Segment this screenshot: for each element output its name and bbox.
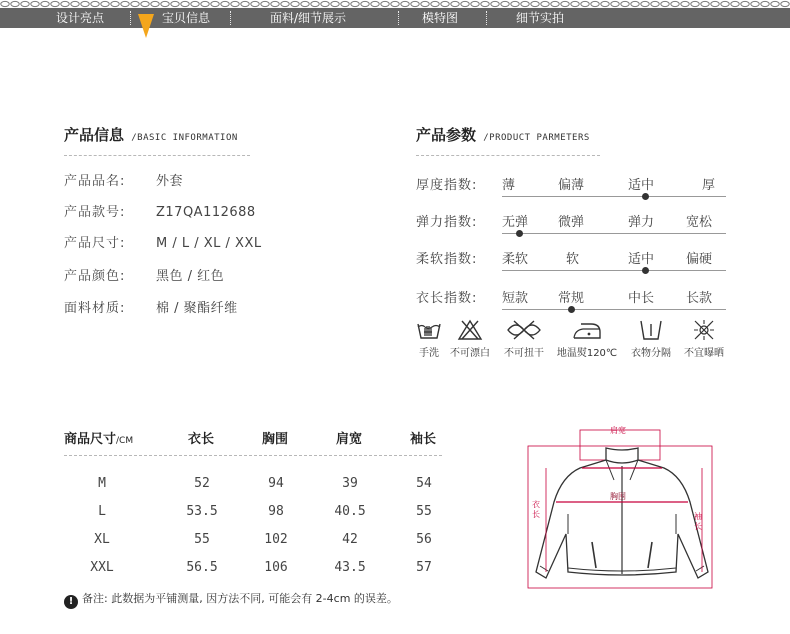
- care-hand-wash: [414, 318, 444, 359]
- size-cell: 55: [194, 532, 210, 547]
- divider: [64, 155, 250, 156]
- size-cell-size: M: [98, 476, 106, 491]
- param-option: 宽松: [686, 215, 713, 230]
- param-option: 偏硬: [686, 252, 713, 267]
- sleeve-label: 袖长: [694, 512, 702, 531]
- divider: [416, 155, 600, 156]
- param-option: 适中: [628, 252, 655, 267]
- info-label: 产品颜色:: [64, 269, 126, 284]
- size-col-chest: 胸围: [262, 432, 289, 447]
- nav-separator: [230, 11, 231, 25]
- size-cell: 53.5: [186, 504, 218, 519]
- nav-tab-fabric-detail[interactable]: 面料/细节展示: [270, 11, 347, 25]
- param-scale-marker: [516, 230, 523, 237]
- nav-tab-detail-photos[interactable]: 细节实拍: [516, 11, 565, 25]
- product-params-heading: [416, 124, 590, 145]
- no-bleach-icon: [457, 318, 483, 342]
- param-option: 无弹: [502, 215, 529, 230]
- size-cell: 39: [342, 476, 358, 491]
- param-option: 微弹: [558, 215, 585, 230]
- size-table-title-main: 商品尺寸: [64, 432, 117, 447]
- size-cell: 40.5: [334, 504, 366, 519]
- size-col-shoulder: 肩宽: [336, 432, 363, 447]
- length-label: 衣长: [532, 500, 540, 519]
- info-label: 产品尺寸:: [64, 236, 126, 251]
- info-label: 产品品名:: [64, 174, 126, 189]
- nav-separator: [398, 11, 399, 25]
- product-params-subtitle: /PRODUCT PARMETERS: [483, 133, 590, 143]
- iron-low-icon: [571, 318, 603, 342]
- info-label: 面料材质:: [64, 301, 126, 316]
- no-sun-icon: [691, 318, 717, 342]
- param-row-thickness: [416, 174, 726, 210]
- care-iron: [556, 318, 618, 359]
- info-value: 黑色 / 红色: [156, 269, 225, 284]
- care-label: 不可漂白: [450, 348, 490, 359]
- nav-separator: [486, 11, 487, 25]
- size-table-unit: /CM: [116, 436, 134, 446]
- param-label: 弹力指数:: [416, 215, 478, 230]
- param-scale-marker: [642, 193, 649, 200]
- info-row-colors: [64, 265, 224, 284]
- shoulder-label: 肩宽: [610, 426, 626, 435]
- param-scale-bar: [502, 270, 726, 271]
- nav-separator: [130, 11, 131, 25]
- param-label: 衣长指数:: [416, 291, 478, 306]
- care-label: 衣物分隔: [631, 348, 671, 359]
- nav-tab-product-info[interactable]: 宝贝信息: [162, 11, 211, 25]
- top-nav-bar: [0, 8, 790, 28]
- size-cell: 102: [264, 532, 288, 547]
- note-text: 备注: 此数据为平铺测量, 因方法不同, 可能会有 2-4cm 的误差。: [82, 592, 398, 605]
- chest-label: 胸围: [610, 492, 626, 501]
- param-option: 长款: [686, 291, 713, 306]
- info-row-material: [64, 297, 238, 316]
- size-cell: 54: [416, 476, 432, 491]
- param-option: 柔软: [502, 252, 529, 267]
- decorative-chain-border: [0, 0, 790, 8]
- param-option: 常规: [558, 291, 585, 306]
- size-cell-size: L: [98, 504, 106, 519]
- size-cell: 94: [268, 476, 284, 491]
- param-option: 适中: [628, 178, 655, 193]
- size-cell: 55: [416, 504, 432, 519]
- info-value: M / L / XL / XXL: [156, 236, 262, 251]
- param-row-softness: [416, 248, 726, 284]
- care-label: 地温熨120℃: [556, 348, 618, 359]
- size-table-title: [64, 428, 133, 447]
- param-label: 厚度指数:: [416, 178, 478, 193]
- info-value: 外套: [156, 174, 184, 189]
- info-value: Z17QA112688: [156, 205, 256, 220]
- care-no-bleach: [446, 318, 494, 359]
- separate-wash-icon: [638, 318, 664, 342]
- warning-icon: !: [64, 595, 78, 609]
- param-option: 短款: [502, 291, 529, 306]
- no-wring-icon: [504, 318, 544, 342]
- active-tab-arrow-icon: [138, 14, 154, 38]
- size-col-length: 衣长: [188, 432, 215, 447]
- info-label: 产品款号:: [64, 205, 126, 220]
- care-separate: [626, 318, 676, 359]
- size-cell: 98: [268, 504, 284, 519]
- care-label: 不宜曝晒: [684, 348, 724, 359]
- care-label: 手洗: [419, 348, 439, 359]
- size-cell: 56.5: [186, 560, 218, 575]
- param-label: 柔软指数:: [416, 252, 478, 267]
- info-row-name: [64, 170, 183, 189]
- care-no-sun: [680, 318, 728, 359]
- param-option: 弹力: [628, 215, 655, 230]
- product-info-heading: [64, 124, 238, 145]
- info-row-style-no: [64, 201, 256, 220]
- size-cell: 42: [342, 532, 358, 547]
- param-row-elasticity: [416, 211, 726, 247]
- nav-tab-model[interactable]: 模特图: [422, 11, 459, 25]
- care-no-wring: [500, 318, 548, 359]
- size-cell-size: XL: [94, 532, 110, 547]
- size-cell-size: XXL: [90, 560, 114, 575]
- param-option: 偏薄: [558, 178, 585, 193]
- hand-wash-icon: [416, 318, 442, 342]
- product-params-title: 产品参数: [416, 126, 477, 144]
- size-cell: 56: [416, 532, 432, 547]
- size-cell: 43.5: [334, 560, 366, 575]
- param-option: 薄: [502, 178, 516, 193]
- param-scale-bar: [502, 233, 726, 234]
- param-option: 软: [566, 252, 580, 267]
- nav-tab-design[interactable]: 设计亮点: [56, 11, 105, 25]
- jacket-measurement-diagram: [522, 422, 726, 602]
- care-label: 不可扭干: [504, 348, 544, 359]
- info-value: 棉 / 聚酯纤维: [156, 301, 238, 316]
- param-scale-bar: [502, 309, 726, 310]
- info-row-sizes: [64, 232, 262, 251]
- size-cell: 106: [264, 560, 288, 575]
- measurement-note: [64, 590, 398, 609]
- size-cell: 57: [416, 560, 432, 575]
- size-cell: 52: [194, 476, 210, 491]
- param-option: 厚: [702, 178, 716, 193]
- param-scale-bar: [502, 196, 726, 197]
- param-scale-marker: [568, 306, 575, 313]
- size-col-sleeve: 袖长: [410, 432, 437, 447]
- divider: [64, 455, 442, 456]
- param-option: 中长: [628, 291, 655, 306]
- param-scale-marker: [642, 267, 649, 274]
- product-info-subtitle: /BASIC INFORMATION: [131, 133, 238, 143]
- product-info-title: 产品信息: [64, 126, 125, 144]
